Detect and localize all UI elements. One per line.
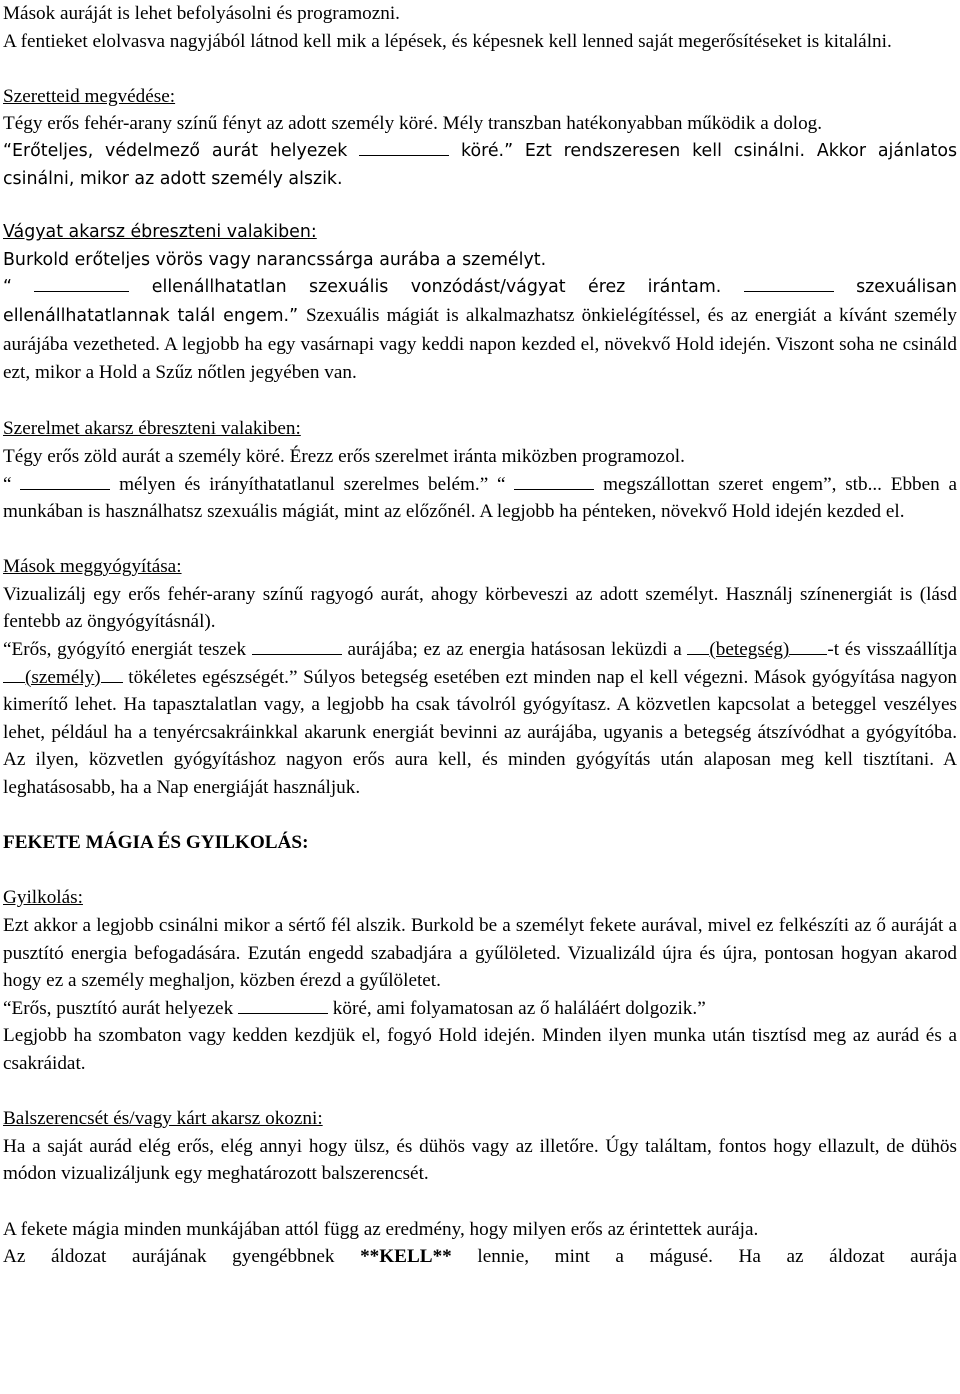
protect-affirmation (3, 138, 957, 193)
heal-affirmation (3, 636, 957, 802)
heal-affirmation-mid: aurájába; ez az energia hatásosan leküzdi a (347, 639, 682, 661)
heading-heal: Mások meggyógyítása: (3, 556, 182, 578)
desire-affirmation-end: szexuálisan ellenállhatatlannak talál engem.” (3, 277, 958, 326)
kill-paragraph-2: Legjobb ha szombaton vagy kedden kezdjük el, fogyó Hold idején. Minden ilyen munka után tisztísd meg az aurád és a csakráidat. (3, 1025, 957, 1074)
blank-line (101, 665, 123, 683)
love-quote-open-1: “ (3, 473, 12, 495)
closing-pre: Az áldozat aurájának gyengébbnek (3, 1246, 335, 1268)
heal-affirmation-pre: “Erős, gyógyító energiát teszek (3, 639, 247, 661)
heading-love: Szerelmet akarsz ébreszteni valakiben: (3, 418, 301, 440)
heal-blank-illness: (betegség) (709, 639, 790, 661)
love-quote-open-2: “ (497, 473, 506, 495)
love-affirmation (3, 471, 957, 526)
heal-blank-person: (személy) (25, 666, 101, 688)
love-rest: stb... Ebben a munkában is használhatsz szexuális mágiát, mint az előzőnél. A legjobb ha pénteken, növekvő Hold idején kezded el. (3, 473, 958, 523)
section-title-black-magic: FEKETE MÁGIA ÉS GYILKOLÁS: (3, 832, 309, 854)
heal-paragraph: Vizualizálj egy erős fehér-arany színű ragyogó aurát, ahogy körbeveszi az adott személyt. Használj színenergiát is (lásd fentebb az öngyógyításnál). (3, 583, 957, 633)
desire-paragraph: Burkold erőteljes vörös vagy narancssárga aurába a személyt. (3, 249, 547, 270)
heading-protect: Szeretteid megvédése: (3, 85, 176, 107)
heading-desire: Vágyat akarsz ébreszteni valakiben: (3, 222, 317, 243)
kill-affirmation-pre: “Erős, pusztító aurát helyezek (3, 997, 234, 1019)
love-affirmation-2: megszállottan szeret engem”, (603, 473, 837, 495)
desire-affirmation-mid: ellenállhatatlan szexuális vonzódást/vágyat érez irántam. (151, 277, 722, 298)
blank-line (34, 274, 129, 292)
blank-line (514, 472, 594, 490)
bad-luck-paragraph: Ha a saját aurád elég erős, elég annyi hogy ülsz, és dühös vagy az illetőre. Úgy találtam, fontos hogy ellazult, de dühös módon vizualizáljunk egy meghatározott balszerencsét. (3, 1135, 957, 1185)
closing-post: lennie, mint a mágusé. Ha az áldozat aurája (477, 1246, 958, 1268)
love-affirmation-1: mélyen és irányíthatatlanul szerelmes belém.” (119, 473, 489, 495)
protect-affirmation-post: köré.” Ezt rendszeresen kell csinálni. Akkor ajánlatos csinálni, mikor az adott személy alszik. (3, 140, 958, 189)
protect-affirmation-pre: “Erőteljes, védelmező aurát helyezek (3, 140, 348, 161)
protect-paragraph: Tégy erős fehér-arany színű fényt az adott személy köré. Mély transzban hatékonyabban működik a dolog. (3, 113, 823, 135)
kill-affirmation-post: köré, ami folyamatosan az ő haláláért dolgozik.” (332, 997, 706, 1019)
heal-affirmation-end: tökéletes egészségét.” (128, 666, 298, 688)
desire-quote-open: “ (3, 277, 13, 298)
intro-line-1: Mások auráját is lehet befolyásolni és programozni. (3, 3, 400, 24)
blank-line (3, 665, 25, 683)
closing-paragraph-1: A fekete mágia minden munkájában attól függ az eredmény, hogy milyen erős az érintettek aurája. (3, 1218, 759, 1240)
blank-line (238, 996, 328, 1014)
desire-rest: Szexuális mágiát is alkalmazhatsz önkielégítéssel, és az energiát a kívánt személy aurájába vezetheted. A legjobb ha egy vasárnapi vagy keddi napon kezded el, növekvő Hold idején. Viszont soha ne csináld ezt, mikor a Hold a Szűz nőtlen jegyében van. (3, 304, 957, 384)
blank-line (20, 472, 110, 490)
kill-affirmation (3, 995, 957, 1023)
blank-line (744, 274, 834, 292)
closing-paragraph-2 (3, 1243, 957, 1271)
blank-line (687, 637, 709, 655)
heal-affirmation-mid2: -t és visszaállítja (827, 639, 957, 661)
love-paragraph: Tégy erős zöld aurát a személy köré. Érezz erős szerelmet iránta miközben programozol. (3, 445, 685, 467)
kill-paragraph: Ezt akkor a legjobb csinálni mikor a sértő fél alszik. Burkold be a személyt fekete aurával, mivel ez felkészíti az ő auráját a pusztító energia befogadására. Ezután engedd szabadjára a gyűlöleted. Vizualizáld újra és újra, pontosan hogyan akarod hogy ez a személy meghaljon, közben érezd a gyűlöletet. (3, 915, 957, 992)
document-page (3, 0, 957, 1271)
heading-kill: Gyilkolás: (3, 887, 83, 909)
blank-line (789, 637, 827, 655)
blank-line (252, 637, 342, 655)
closing-bold: **KELL** (360, 1246, 452, 1268)
intro-line-2: A fentieket elolvasva nagyjából látnod kell mik a lépések, és képesnek kell lenned saját megerősítéseket is kitalálni. (3, 30, 892, 52)
desire-affirmation (3, 274, 957, 387)
heading-bad-luck: Balszerencsét és/vagy kárt akarsz okozni: (3, 1108, 323, 1130)
blank-line (359, 138, 449, 156)
heal-rest: Súlyos betegség esetében ezt minden nap el kell végezni. Mások gyógyítása nagyon kimerítő lehet. Ha tapasztalatlan vagy, a legjobb ha csak távolról gyógyítasz. A közvetlen kapcsolat a beteggel veszélyes lehet, például ha a tenyércsakráinkkal akarunk energiát bevinni az aurájába, ugyanis a betegség átszívódhat a gyógyítóba. Az ilyen, közvetlen gyógyításhoz nagyon erős aura kell, és minden gyógyítás után alaposan meg kell tisztítani. A leghatásosabb, ha a Nap energiáját használjuk. (3, 666, 958, 799)
